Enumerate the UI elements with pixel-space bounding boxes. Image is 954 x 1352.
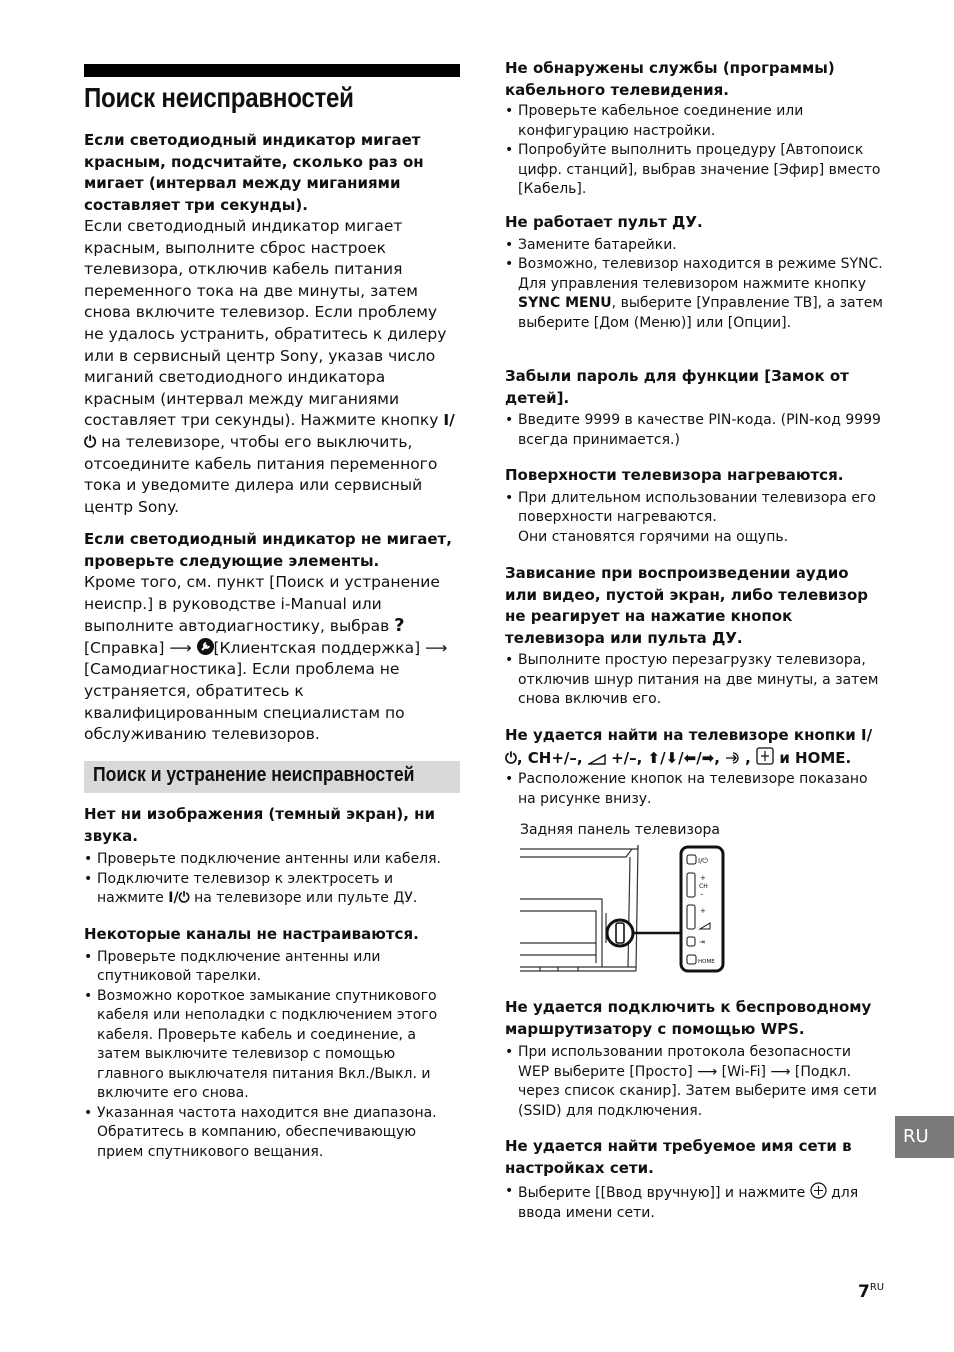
remote-block xyxy=(505,212,885,333)
figure-caption: Задняя панель телевизора xyxy=(520,822,720,838)
list-item: • Указанная частота находится вне диапазона. Обратитесь в компанию, обеспечивающую прием спутникового вещания. xyxy=(84,1104,460,1163)
channels-block xyxy=(84,924,460,1162)
list-item: • Подключите телевизор к электросеть и нажмите I/⏻ на телевизоре или пульте ДУ. xyxy=(84,870,460,909)
led-blinking-body: Если светодиодный индикатор мигает красным, выполните сброс настроек телевизора, отключив кабель питания переменного тока на две минуты, затем снова включите телевизор. Если проблему не удалось устранить, обратитесь к дилеру или в сервисный центр Sony, указав число миганий светодиодного индикатора красным (интервал между миганиями составляет три секунды). Нажмите кнопку I/⏻ на телевизоре, чтобы его выключить, отсоедините кабель питания переменного тока и уведомите дилера или сервисный центр Sony. xyxy=(84,217,455,516)
page-number: $7^{RU}$ xyxy=(858,1282,885,1302)
cable-services-block xyxy=(505,58,885,200)
buttons-heading: Не удается найти на телевизоре кнопки I/⏻, CH+/–, +/–, ⬆/⬇/⬅/➡, , и HOME. xyxy=(505,726,873,767)
list-item: • При длительном использовании телевизора его поверхности нагреваются. Они становятся горячими на ощупь. xyxy=(505,489,885,548)
list-item: • Выберите [[Ввод вручную]] и нажмите для ввода имени сети. xyxy=(505,1182,885,1223)
power-icon: I/⏻ xyxy=(168,890,190,906)
led-not-blinking-heading: Если светодиодный индикатор не мигает, проверьте следующие элементы. xyxy=(84,530,452,570)
password-block xyxy=(505,366,885,450)
surfaces-block xyxy=(505,465,885,547)
channels-heading: Некоторые каналы не настраиваются. xyxy=(84,925,419,943)
svg-text:–: – xyxy=(700,890,704,898)
volume-icon xyxy=(588,753,606,765)
list-item: • Введите 9999 в качестве PIN-кода. (PIN-код 9999 всегда принимается.) xyxy=(505,411,885,450)
wps-block xyxy=(505,997,885,1121)
remote-heading: Не работает пульт ДУ. xyxy=(505,213,703,231)
no-picture-block xyxy=(84,804,460,909)
language-tab: RU xyxy=(895,1116,954,1158)
page-title: Поиск неисправностей xyxy=(84,82,354,113)
freeze-block xyxy=(505,563,885,710)
tv-rear-panel-figure xyxy=(518,843,728,975)
svg-text:I/⏻: I/⏻ xyxy=(698,857,708,865)
list-item: • Проверьте подключение антенны или спутниковой тарелки. xyxy=(84,948,460,987)
enter-button-icon xyxy=(810,1182,827,1199)
list-item: • Проверьте кабельное соединение или конфигурацию настройки. xyxy=(505,102,885,141)
figure-ch-label: CH xyxy=(699,883,708,890)
help-icon: ? xyxy=(394,615,405,637)
svg-text:+: + xyxy=(700,874,706,882)
list-item: • Попробуйте выполнить процедуру [Автопоиск цифр. станций], выбрав значение [Эфир] вместо [Кабель]. xyxy=(505,141,885,200)
led-blinking-heading: Если светодиодный индикатор мигает красным, подсчитайте, сколько раз он мигает (интервал между миганиями составляет три секунды). xyxy=(84,131,424,214)
network-name-block xyxy=(505,1136,885,1223)
led-blinking-block xyxy=(84,130,460,518)
list-item: • Замените батарейки. xyxy=(505,236,885,256)
list-item: • Проверьте подключение антенны или кабеля. xyxy=(84,850,460,870)
password-heading: Забыли пароль для функции [Замок от детей]. xyxy=(505,367,849,407)
svg-text:+: + xyxy=(700,907,706,915)
list-item: • Расположение кнопок на телевизоре показано на рисунке внизу. xyxy=(505,770,885,809)
led-not-blinking-block xyxy=(84,529,460,746)
list-item: • Возможно короткое замыкание спутникового кабеля или неполадки с подключением этого кабеля. Проверьте кабель и соединение, а затем выключите телевизор с помощью главного выключателя питания Вкл./Выкл. и включите его снова. xyxy=(84,987,460,1104)
wrench-icon xyxy=(197,638,214,655)
no-picture-list xyxy=(84,850,460,909)
wps-heading: Не удается подключить к беспроводному маршрутизатору с помощью WPS. xyxy=(505,998,872,1038)
buttons-block xyxy=(505,725,885,809)
led-not-blinking-body: Кроме того, см. пункт [Поиск и устранение неиспр.] в руководстве i-Manual или выполните автодиагностику, выбрав ?[Справка] ⟶ [Клиентская поддержка] ⟶ [Самодиагностика]. Если проблема не устраняется, обратитесь к квалифицированным специалистам по обслуживанию телевизоров. xyxy=(84,573,448,744)
input-icon xyxy=(725,751,745,765)
surfaces-heading: Поверхности телевизора нагреваются. xyxy=(505,466,844,484)
list-item: • Выполните простую перезагрузку телевизора, отключив шнур питания на две минуты, а затем снова включив его. xyxy=(505,651,885,710)
arrow-icon: ⟶ xyxy=(169,638,192,657)
section-header: Поиск и устранение неисправностей xyxy=(84,761,460,793)
list-item: • При использовании протокола безопасности WEP выберите [Просто] ⟶ [Wi-Fi] ⟶ [Подкл. через список сканир]. Затем выберите имя сети (SSID) для подключения. xyxy=(505,1043,885,1121)
svg-text:⇥: ⇥ xyxy=(699,938,705,946)
cable-services-heading: Не обнаружены службы (программы) кабельного телевидения. xyxy=(505,59,835,99)
list-item: • Возможно, телевизор находится в режиме SYNC. Для управления телевизором нажмите кнопку SYNC MENU, выберите [Управление ТВ], а затем выберите [Дом (Меню)] или [Опции]. xyxy=(505,255,885,333)
title-rule xyxy=(84,64,460,77)
figure-home-label: HOME xyxy=(698,959,715,965)
home-button-icon xyxy=(756,747,774,765)
freeze-heading: Зависание при воспроизведении аудио или видео, пустой экран, либо телевизор не реагирует на нажатие кнопок телевизора или пульта ДУ. xyxy=(505,564,869,647)
network-name-heading: Не удается найти требуемое имя сети в настройках сети. xyxy=(505,1137,852,1177)
arrow-icon: ⟶ xyxy=(425,638,448,657)
channels-list xyxy=(84,948,460,1163)
power-icon: I/⏻ xyxy=(84,411,455,451)
no-picture-heading: Нет ни изображения (темный экран), ни звука. xyxy=(84,805,436,845)
